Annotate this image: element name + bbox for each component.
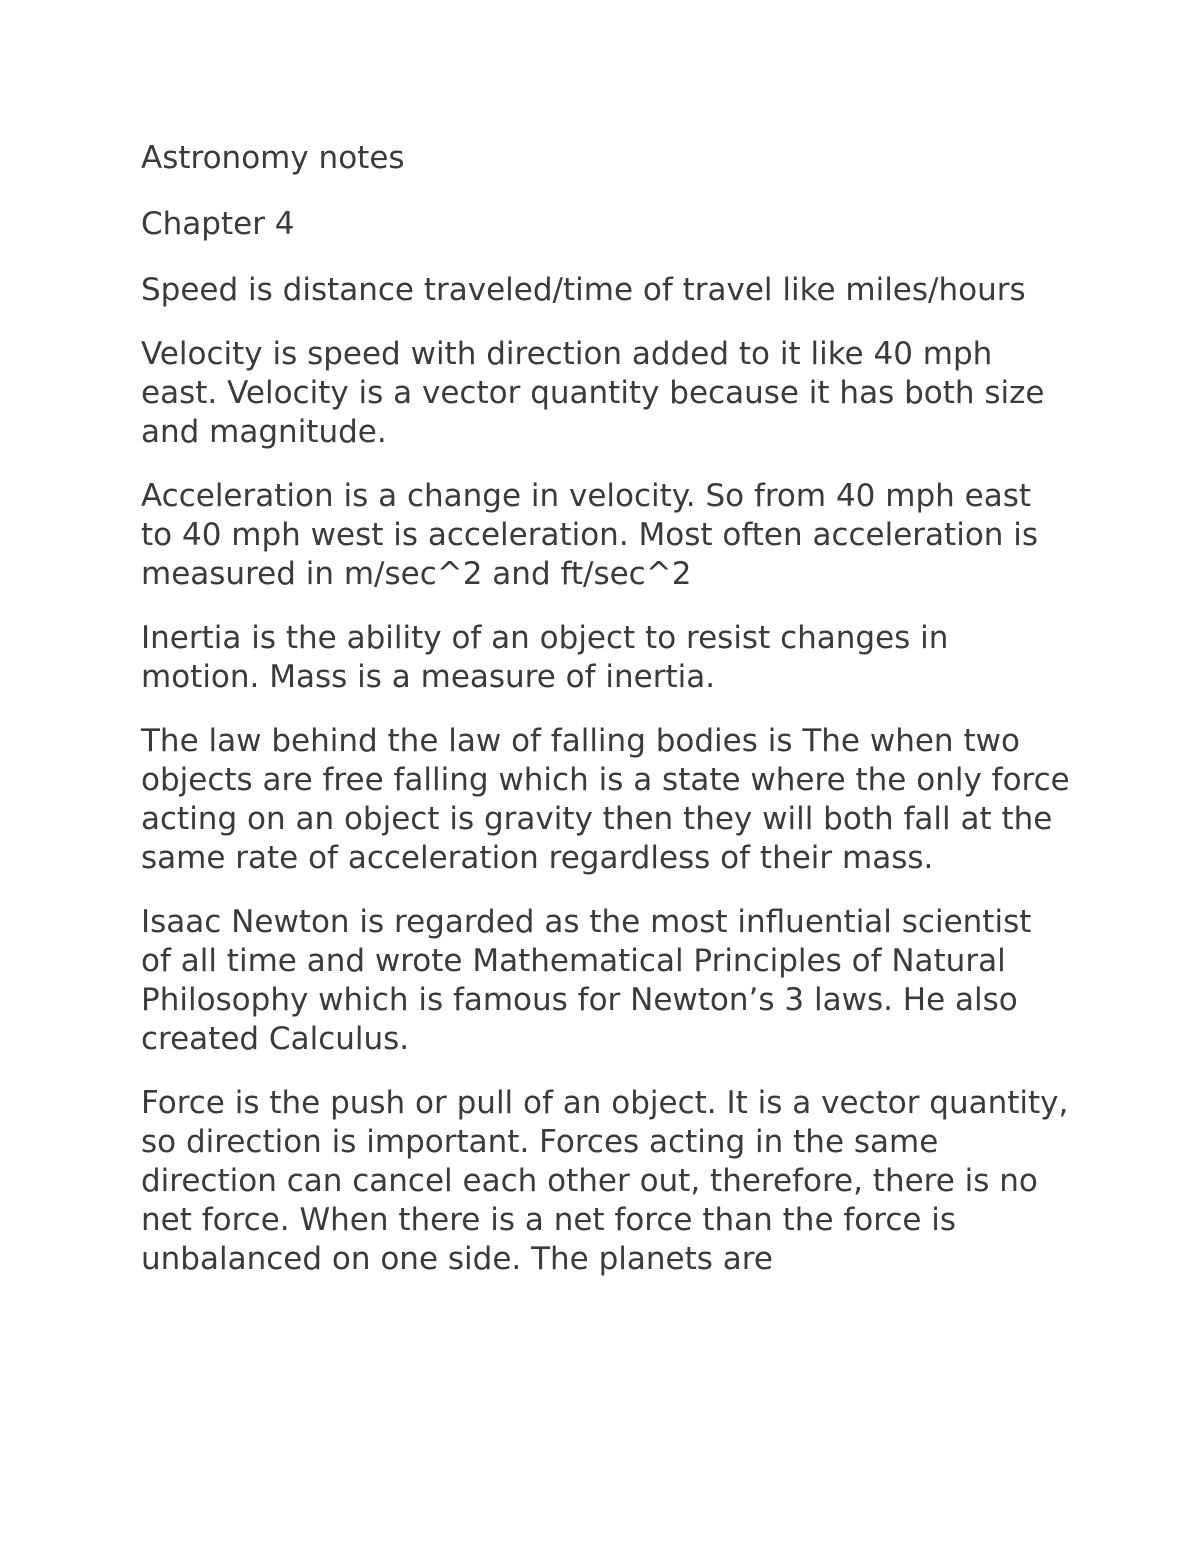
paragraph-inertia: Inertia is the ability of an object to resist changes in motion. Mass is a measure of inertia. bbox=[141, 620, 949, 695]
document-title: Astronomy notes bbox=[141, 140, 405, 176]
paragraph-falling-bodies: The law behind the law of falling bodies is The when two objects are free falling which is a state where the only force acting on an object is gravity then they will both fall at the same rate of acceleration regardless of their mass. bbox=[141, 723, 1070, 876]
paragraph-acceleration: Acceleration is a change in velocity. So from 40 mph east to 40 mph west is acceleration. Most often acceleration is measured in m/sec^2 and ft/sec^2 bbox=[141, 478, 1039, 592]
paragraph-velocity: Velocity is speed with direction added to it like 40 mph east. Velocity is a vector quantity because it has both size and magnitude. bbox=[141, 336, 1045, 450]
paragraph-force: Force is the push or pull of an object. It is a vector quantity, so direction is important. Forces acting in the same direction can cancel each other out, therefore, there is no net force. When there is a net force than the force is unbalanced on one side. The planets are bbox=[141, 1085, 1069, 1277]
chapter-heading: Chapter 4 bbox=[141, 206, 295, 242]
paragraph-newton: Isaac Newton is regarded as the most influential scientist of all time and wrote Mathematical Principles of Natural Philosophy which is famous for Newton’s 3 laws. He also created Calculus. bbox=[141, 904, 1032, 1057]
paragraph-speed: Speed is distance traveled/time of travel like miles/hours bbox=[141, 272, 1026, 308]
